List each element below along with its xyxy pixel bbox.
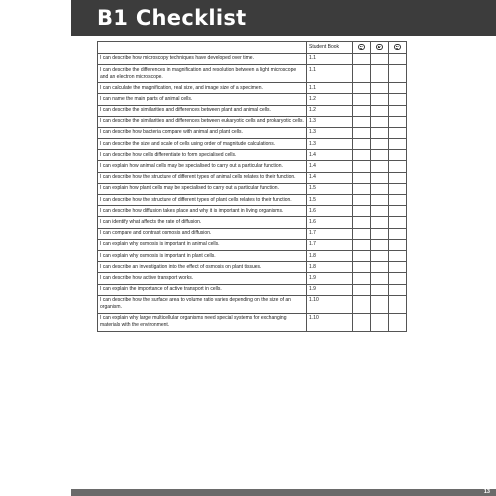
- table-row: [98, 105, 407, 116]
- sad-rating-cell[interactable]: [389, 139, 407, 150]
- neutral-rating-cell[interactable]: [371, 64, 389, 82]
- statement-header: [98, 42, 307, 54]
- student-book-header: Student Book: [307, 42, 353, 54]
- happy-rating-cell[interactable]: [353, 127, 371, 138]
- happy-rating-cell[interactable]: [353, 183, 371, 194]
- happy-rating-cell[interactable]: [353, 161, 371, 172]
- student-book-ref-cell: 1.8: [307, 250, 353, 261]
- statement-cell: I can describe how diffusion takes place and why it is important in living organisms.: [98, 206, 307, 217]
- table-row: [98, 228, 407, 239]
- statement-cell: I can calculate the magnification, real size, and image size of a specimen.: [98, 83, 307, 94]
- sad-rating-cell[interactable]: [389, 64, 407, 82]
- happy-rating-cell[interactable]: [353, 172, 371, 183]
- happy-rating-cell[interactable]: [353, 139, 371, 150]
- student-book-ref-cell: 1.4: [307, 161, 353, 172]
- sad-rating-cell[interactable]: [389, 150, 407, 161]
- happy-rating-cell[interactable]: [353, 313, 371, 331]
- student-book-ref-cell: 1.3: [307, 127, 353, 138]
- neutral-rating-cell[interactable]: [371, 161, 389, 172]
- statement-cell: I can describe how the surface area to volume ratio varies depending on the size of an organism.: [98, 295, 307, 313]
- happy-rating-cell[interactable]: [353, 53, 371, 64]
- happy-rating-cell[interactable]: [353, 295, 371, 313]
- student-book-ref-cell: 1.4: [307, 150, 353, 161]
- student-book-ref-cell: 1.9: [307, 284, 353, 295]
- student-book-ref-cell: 1.1: [307, 53, 353, 64]
- statement-cell: I can describe the similarities and differences between plant and animal cells.: [98, 105, 307, 116]
- neutral-rating-cell[interactable]: [371, 53, 389, 64]
- sad-rating-cell[interactable]: [389, 239, 407, 250]
- neutral-rating-cell[interactable]: [371, 195, 389, 206]
- statement-cell: I can explain how plant cells may be specialised to carry out a particular function.: [98, 183, 307, 194]
- table-row: [98, 161, 407, 172]
- table-row: [98, 183, 407, 194]
- sad-rating-cell[interactable]: [389, 83, 407, 94]
- statement-cell: I can explain why large multicellular organisms need special systems for exchanging materials with the environment.: [98, 313, 307, 331]
- student-book-ref-cell: 1.2: [307, 94, 353, 105]
- happy-face-header: [353, 42, 371, 54]
- statement-cell: I can explain why osmosis is important in animal cells.: [98, 239, 307, 250]
- student-book-ref-cell: 1.4: [307, 172, 353, 183]
- neutral-rating-cell[interactable]: [371, 139, 389, 150]
- statement-cell: I can describe an investigation into the effect of osmosis on plant tissues.: [98, 262, 307, 273]
- table-row: [98, 295, 407, 313]
- statement-cell: I can describe how the structure of different types of plant cells relates to their function.: [98, 195, 307, 206]
- table-row: [98, 172, 407, 183]
- sad-rating-cell[interactable]: [389, 295, 407, 313]
- table-row: [98, 64, 407, 82]
- neutral-rating-cell[interactable]: [371, 183, 389, 194]
- happy-rating-cell[interactable]: [353, 284, 371, 295]
- table-row: [98, 239, 407, 250]
- table-row: [98, 116, 407, 127]
- statement-cell: I can describe the size and scale of cells using order of magnitude calculations.: [98, 139, 307, 150]
- statement-cell: I can describe how the structure of different types of animal cells relates to their function.: [98, 172, 307, 183]
- table-row: [98, 206, 407, 217]
- neutral-rating-cell[interactable]: [371, 94, 389, 105]
- student-book-ref-cell: 1.3: [307, 116, 353, 127]
- student-book-ref-cell: 1.6: [307, 217, 353, 228]
- sad-rating-cell[interactable]: [389, 284, 407, 295]
- footer-bar: [71, 489, 496, 496]
- sad-rating-cell[interactable]: [389, 127, 407, 138]
- table-row: [98, 127, 407, 138]
- table-row: [98, 217, 407, 228]
- statement-cell: I can explain how animal cells may be specialised to carry out a particular function.: [98, 161, 307, 172]
- sad-rating-cell[interactable]: [389, 217, 407, 228]
- student-book-ref-cell: 1.8: [307, 262, 353, 273]
- student-book-ref-cell: 1.5: [307, 183, 353, 194]
- table-row: [98, 94, 407, 105]
- student-book-ref-cell: 1.10: [307, 295, 353, 313]
- neutral-rating-cell[interactable]: [371, 127, 389, 138]
- neutral-face-header: [371, 42, 389, 54]
- happy-rating-cell[interactable]: [353, 94, 371, 105]
- student-book-ref-cell: 1.7: [307, 228, 353, 239]
- neutral-rating-cell[interactable]: [371, 313, 389, 331]
- neutral-rating-cell[interactable]: [371, 295, 389, 313]
- sad-face-header: [389, 42, 407, 54]
- happy-rating-cell[interactable]: [353, 239, 371, 250]
- happy-rating-cell[interactable]: [353, 150, 371, 161]
- table-row: [98, 273, 407, 284]
- neutral-rating-cell[interactable]: [371, 262, 389, 273]
- neutral-rating-cell[interactable]: [371, 284, 389, 295]
- table-row: [98, 53, 407, 64]
- happy-rating-cell[interactable]: [353, 64, 371, 82]
- statement-cell: I can describe how cells differentiate to form specialised cells.: [98, 150, 307, 161]
- sad-rating-cell[interactable]: [389, 53, 407, 64]
- student-book-ref-cell: 1.5: [307, 195, 353, 206]
- sad-rating-cell[interactable]: [389, 206, 407, 217]
- statement-cell: I can identify what affects the rate of diffusion.: [98, 217, 307, 228]
- table-row: [98, 262, 407, 273]
- table-row: [98, 250, 407, 261]
- sad-rating-cell[interactable]: [389, 94, 407, 105]
- neutral-rating-cell[interactable]: [371, 105, 389, 116]
- table-row: [98, 313, 407, 331]
- happy-rating-cell[interactable]: [353, 250, 371, 261]
- statement-cell: I can explain why osmosis is important in plant cells.: [98, 250, 307, 261]
- table-row: [98, 195, 407, 206]
- statement-cell: I can describe how bacteria compare with animal and plant cells.: [98, 127, 307, 138]
- statement-cell: I can describe how microscopy techniques have developed over time.: [98, 53, 307, 64]
- sad-rating-cell[interactable]: [389, 172, 407, 183]
- sad-rating-cell[interactable]: [389, 250, 407, 261]
- sad-rating-cell[interactable]: [389, 273, 407, 284]
- sad-rating-cell[interactable]: [389, 195, 407, 206]
- student-book-ref-cell: 1.6: [307, 206, 353, 217]
- neutral-rating-cell[interactable]: [371, 206, 389, 217]
- neutral-rating-cell[interactable]: [371, 116, 389, 127]
- happy-rating-cell[interactable]: [353, 217, 371, 228]
- sad-rating-cell[interactable]: [389, 262, 407, 273]
- happy-rating-cell[interactable]: [353, 228, 371, 239]
- sad-rating-cell[interactable]: [389, 313, 407, 331]
- statement-cell: I can compare and contrast osmosis and diffusion.: [98, 228, 307, 239]
- happy-rating-cell[interactable]: [353, 262, 371, 273]
- statement-cell: I can describe the similarities and differences between eukaryotic cells and prokaryotic cells.: [98, 116, 307, 127]
- statement-cell: I can name the main parts of animal cells.: [98, 94, 307, 105]
- student-book-ref-cell: 1.3: [307, 139, 353, 150]
- happy-rating-cell[interactable]: [353, 116, 371, 127]
- happy-rating-cell[interactable]: [353, 273, 371, 284]
- statement-cell: I can describe the differences in magnification and resolution between a light microscope and an electron microscope.: [98, 64, 307, 82]
- statement-cell: I can describe how active transport works.: [98, 273, 307, 284]
- page-title: B1 Checklist: [97, 6, 247, 30]
- student-book-ref-cell: 1.9: [307, 273, 353, 284]
- table-row: [98, 150, 407, 161]
- student-book-ref-cell: 1.10: [307, 313, 353, 331]
- page-number: 13: [483, 489, 490, 495]
- student-book-ref-cell: 1.2: [307, 105, 353, 116]
- neutral-rating-cell[interactable]: [371, 172, 389, 183]
- table-row: [98, 83, 407, 94]
- sad-face-icon: [394, 44, 401, 51]
- student-book-ref-cell: 1.7: [307, 239, 353, 250]
- sad-rating-cell[interactable]: [389, 161, 407, 172]
- sad-rating-cell[interactable]: [389, 228, 407, 239]
- table-row: [98, 139, 407, 150]
- happy-rating-cell[interactable]: [353, 105, 371, 116]
- happy-face-icon: [358, 44, 365, 51]
- student-book-ref-cell: 1.1: [307, 64, 353, 82]
- happy-rating-cell[interactable]: [353, 83, 371, 94]
- checklist-table: [97, 41, 407, 332]
- table-header-row: [98, 42, 407, 54]
- happy-rating-cell[interactable]: [353, 195, 371, 206]
- happy-rating-cell[interactable]: [353, 206, 371, 217]
- student-book-ref-cell: 1.1: [307, 83, 353, 94]
- neutral-rating-cell[interactable]: [371, 150, 389, 161]
- neutral-rating-cell[interactable]: [371, 273, 389, 284]
- neutral-face-icon: [376, 44, 383, 51]
- table-row: [98, 284, 407, 295]
- neutral-rating-cell[interactable]: [371, 83, 389, 94]
- sad-rating-cell[interactable]: [389, 116, 407, 127]
- neutral-rating-cell[interactable]: [371, 228, 389, 239]
- neutral-rating-cell[interactable]: [371, 250, 389, 261]
- neutral-rating-cell[interactable]: [371, 239, 389, 250]
- statement-cell: I can explain the importance of active transport in cells.: [98, 284, 307, 295]
- neutral-rating-cell[interactable]: [371, 217, 389, 228]
- sad-rating-cell[interactable]: [389, 105, 407, 116]
- sad-rating-cell[interactable]: [389, 183, 407, 194]
